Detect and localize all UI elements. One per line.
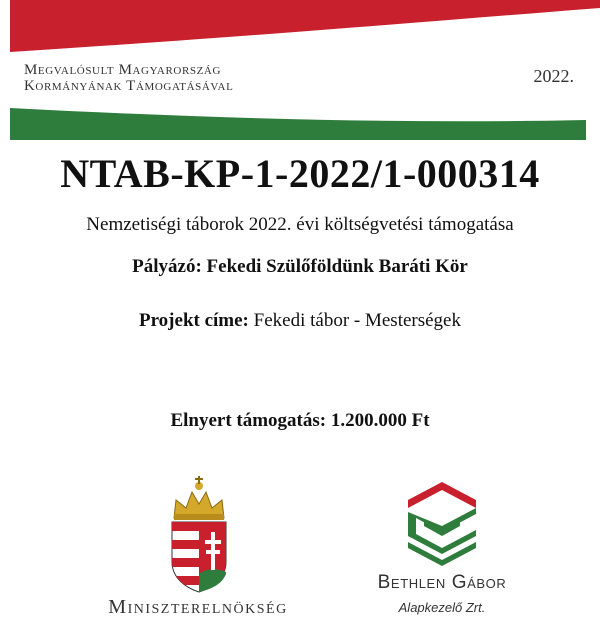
bethlen-gabor-logo-icon (404, 478, 480, 570)
fund-name: Bethlen Gábor (377, 572, 507, 593)
project-label: Projekt címe: (138, 310, 249, 331)
grant-code: NTAB-KP-1-2022/1-000314 (60, 151, 540, 196)
hungarian-coat-of-arms-icon (166, 474, 232, 594)
award-amount: Elnyert támogatás: 1.200.000 Ft (170, 410, 430, 431)
ministry-name: Miniszterelnökség (108, 596, 288, 618)
grant-subtitle: Nemzetiségi táborok 2022. évi költségvetési támogatása (86, 214, 514, 235)
banner-year: 2022. (533, 66, 574, 86)
project-line (0, 310, 600, 332)
project-title: Fekedi tábor - Mesterségek (248, 310, 461, 331)
banner-line-1: Megvalósult Magyarország (24, 62, 222, 78)
fund-subtitle: Alapkezelő Zrt. (398, 600, 486, 615)
applicant: Pályázó: Fekedi Szülőföldünk Baráti Kör (132, 256, 468, 277)
banner-line-2: Kormányának Támogatásával (24, 78, 234, 94)
